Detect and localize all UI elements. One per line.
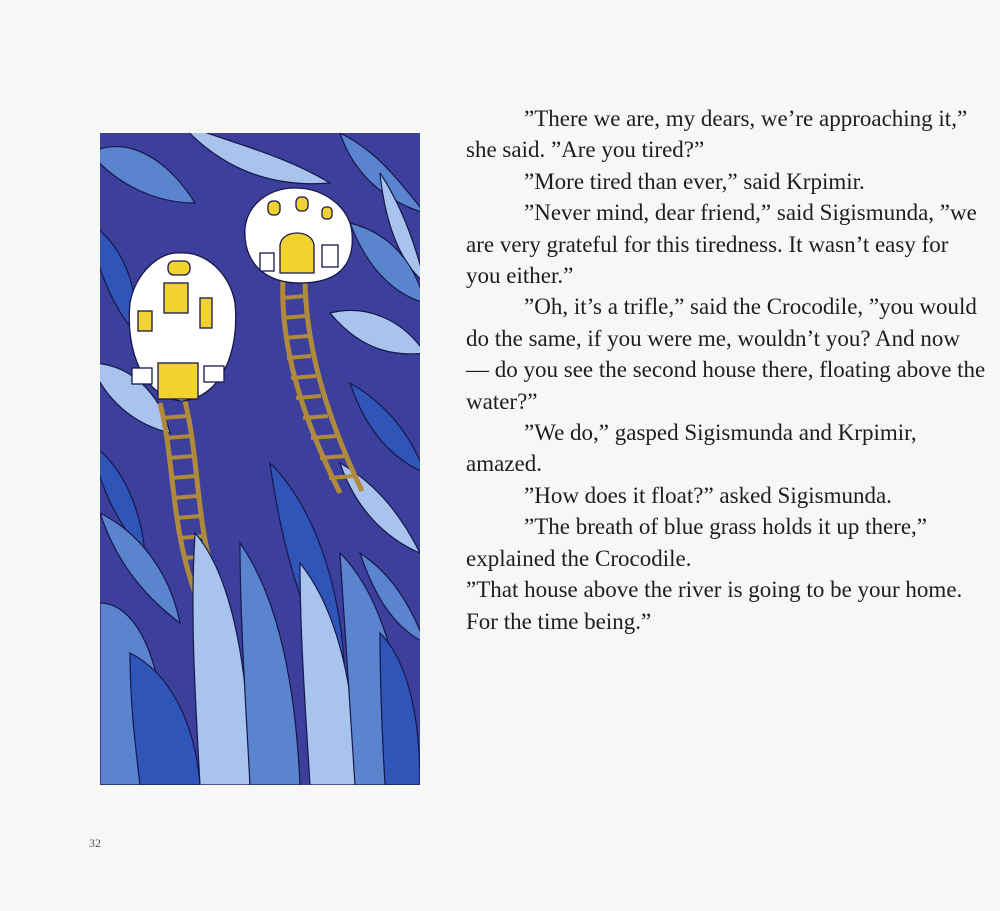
story-paragraph: ”More tired than ever,” said Krpimir. (524, 168, 865, 194)
story-paragraph: ”How does it float?” asked Sigismunda. (524, 482, 892, 508)
story-paragraph: ”Oh, it’s a trifle,” said the Crocodile, ”you would do the same, if you were me, wouldn’t you? And now — do you see the second house there, floating above the water?” (466, 294, 986, 414)
story-paragraph: ”That house above the river is going to be your home. For the time being.” (466, 577, 963, 634)
left-house (129, 253, 236, 401)
story-paragraph: ”Never mind, dear friend,” said Sigismunda, ”we are very grateful for this tiredness. It wasn’t easy for you either.” (466, 200, 977, 289)
story-paragraph: ”The breath of blue grass holds it up there,” explained the Crocodile. (466, 514, 928, 571)
floating-houses-picture (100, 133, 420, 785)
page-number: 32 (89, 836, 101, 850)
story-paragraph: ”There we are, my dears, we’re approaching it,” she said. ”Are you tired?” (466, 106, 968, 163)
story-text (466, 103, 986, 637)
right-house (245, 188, 352, 283)
story-paragraph: ”We do,” gasped Sigismunda and Krpimir, amazed. (466, 420, 917, 477)
book-illustration (100, 133, 420, 785)
